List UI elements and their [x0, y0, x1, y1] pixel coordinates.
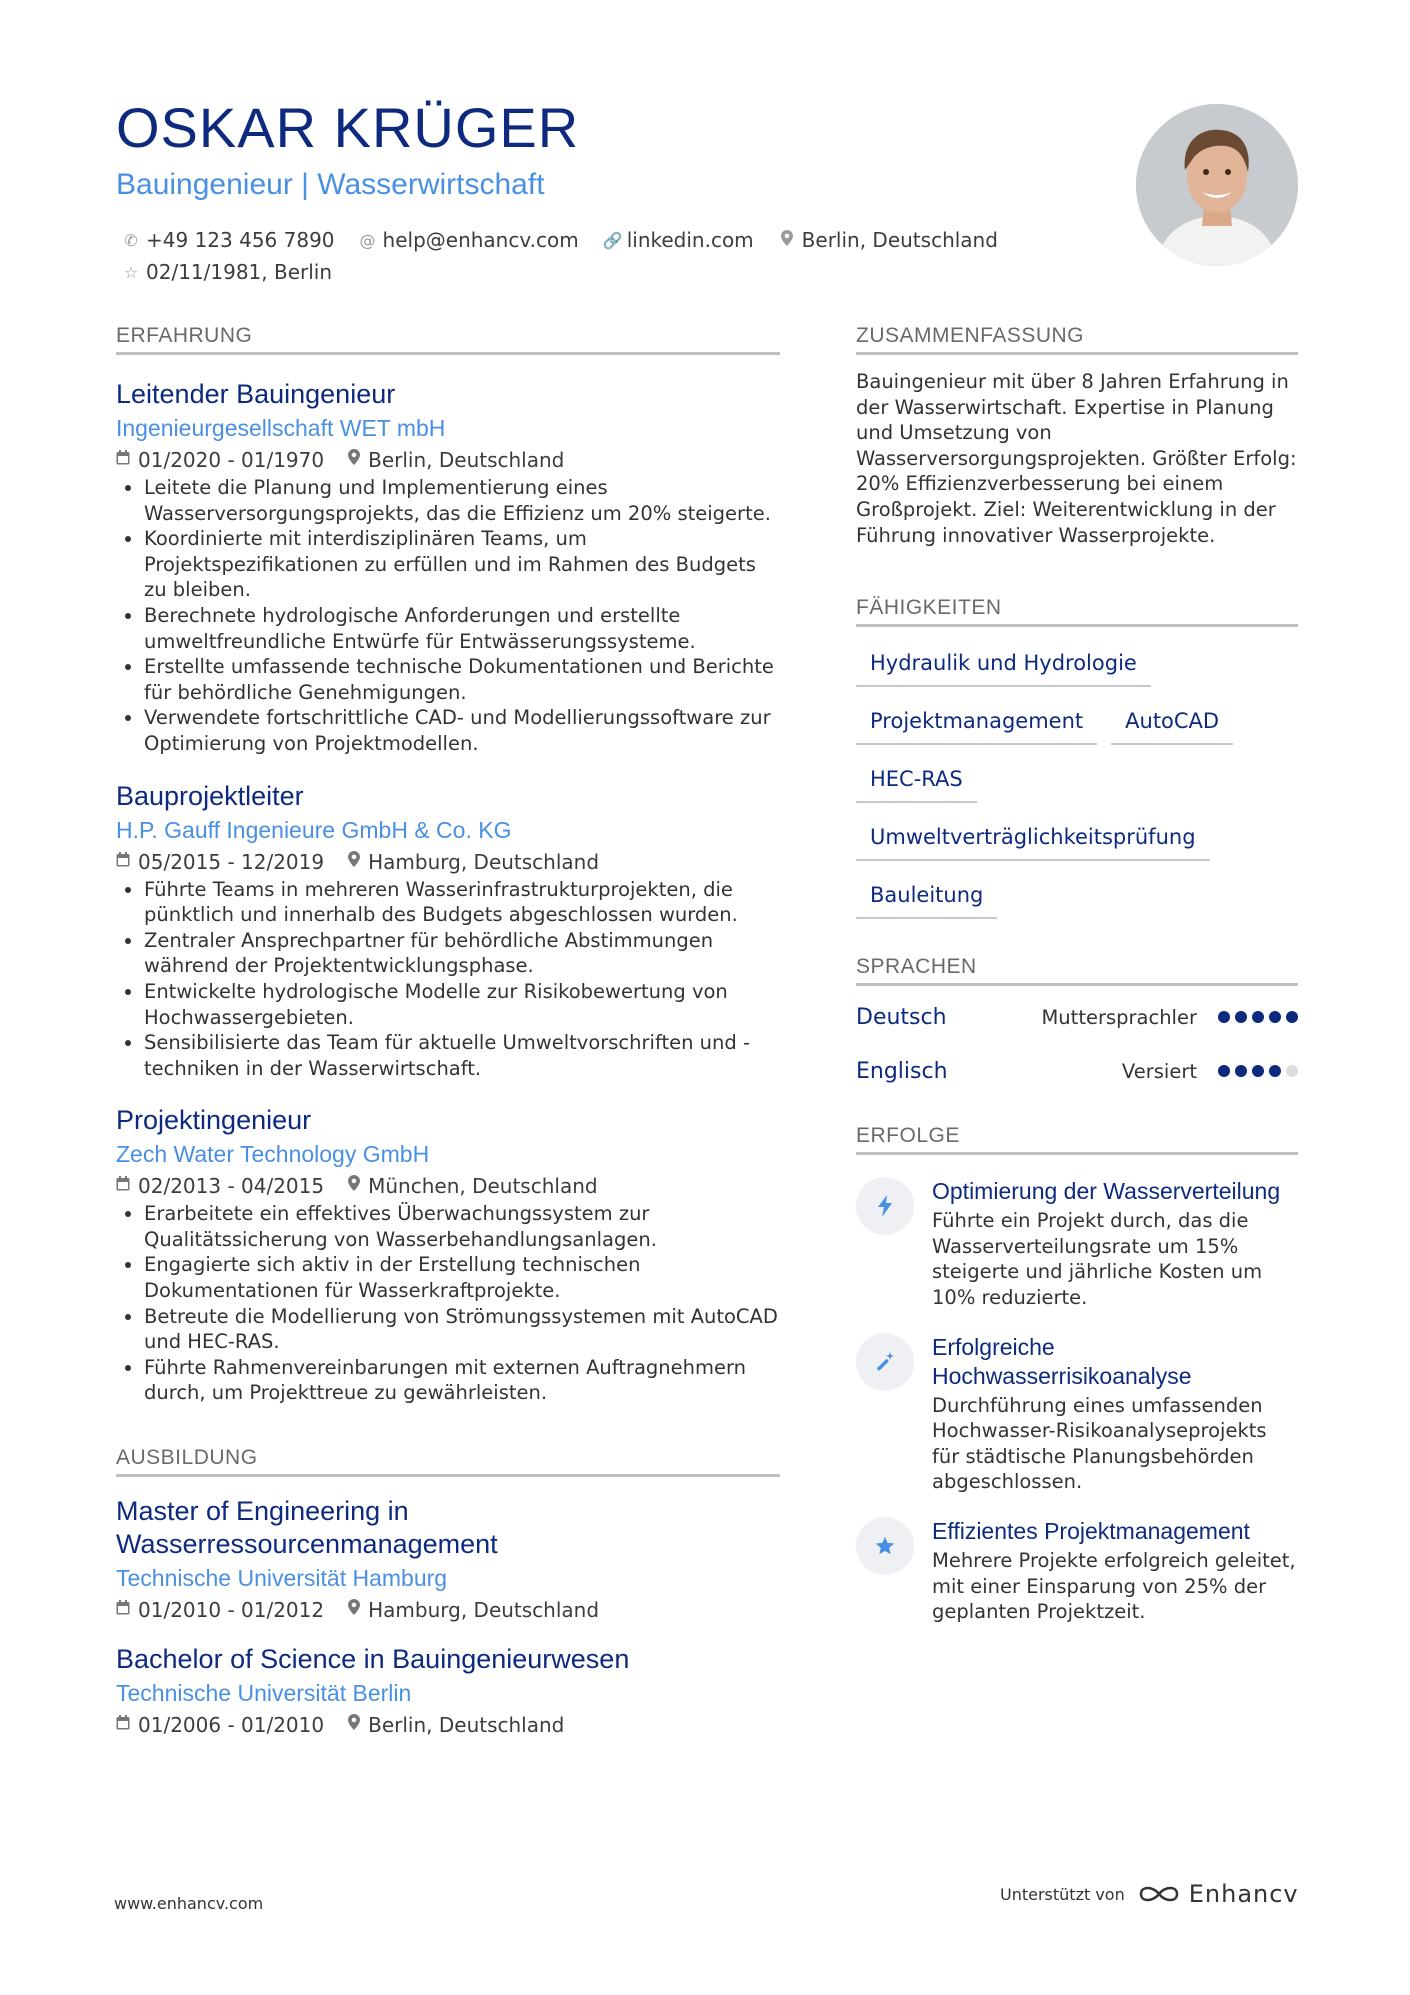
education-item	[116, 1643, 780, 1740]
link-icon: 🔗	[602, 230, 623, 250]
powered-by-text: Unterstützt von	[1000, 1884, 1125, 1904]
location-text: Berlin, Deutschland	[801, 228, 998, 252]
degree-title: Bachelor of Science in Bauingenieurwesen	[116, 1644, 630, 1675]
footer-branding	[1000, 1880, 1299, 1908]
left-column	[116, 324, 780, 1740]
rating-dot-empty	[1286, 1065, 1298, 1077]
education-heading: AUSBILDUNG	[116, 1446, 780, 1477]
education-meta	[116, 1595, 780, 1625]
at-icon: @	[359, 230, 376, 250]
job-bullets	[116, 475, 780, 757]
candidate-name: OSKAR KRÜGER	[116, 96, 580, 159]
bullet: • Führte Teams in mehreren Wasserinfrastrukturprojekten, die pünktlich und innerhalb des Budgets abgeschlossen wurden.	[144, 877, 780, 928]
job-title: Bauprojektleiter	[116, 780, 304, 811]
phone-contact	[122, 228, 335, 252]
company-name: Zech Water Technology GmbH	[116, 1141, 430, 1168]
candidate-headline: Bauingenieur | Wasserwirtschaft	[116, 168, 545, 201]
star-icon	[856, 1517, 914, 1575]
job-bullets	[116, 1201, 780, 1406]
bullet: • Verwendete fortschrittliche CAD- und Modellierungssoftware zur Optimierung von Projektmodellen.	[144, 705, 780, 756]
degree-title: Master of Engineering in Wasserressourcenmanagement	[116, 1496, 498, 1560]
skills-heading: FÄHIGKEITEN	[856, 596, 1298, 627]
phone-icon: ✆	[124, 230, 138, 250]
education-location: Berlin, Deutschland	[368, 1713, 565, 1738]
rating-dot-filled	[1252, 1011, 1264, 1023]
achievement-description: Mehrere Projekte erfolgreich geleitet, mit einer Einsparung von 25% der geplanten Projektzeit.	[932, 1548, 1296, 1624]
magic-wand-icon	[856, 1333, 914, 1391]
calendar-icon	[116, 847, 130, 877]
education-dates: 01/2006 - 01/2010	[138, 1713, 325, 1738]
achievement-item	[856, 1517, 1298, 1625]
bullet: • Führte Rahmenvereinbarungen mit externen Auftragnehmern durch, um Projekttreue zu gewährleisten.	[144, 1355, 780, 1406]
skill-tag: Hydraulik und Hydrologie	[856, 643, 1151, 687]
calendar-icon	[116, 1710, 130, 1740]
education-location: Hamburg, Deutschland	[368, 1598, 600, 1623]
star-outline-icon: ☆	[123, 262, 139, 282]
footer-website[interactable]: www.enhancv.com	[114, 1894, 264, 1913]
experience-item	[116, 1103, 780, 1406]
contact-info	[122, 224, 1022, 288]
bolt-icon	[856, 1177, 914, 1235]
bullet: • Zentraler Ansprechpartner für behördliche Abstimmungen während der Projektentwicklungsphase.	[144, 928, 780, 979]
language-rating	[1213, 1011, 1298, 1023]
profile-photo	[1136, 104, 1298, 266]
school-name: Technische Universität Hamburg	[116, 1565, 448, 1592]
location-pin-icon	[348, 1595, 360, 1625]
right-column	[856, 324, 1298, 1625]
location-pin-icon	[348, 445, 360, 475]
location-pin-icon	[348, 1710, 360, 1740]
skill-tag: Bauleitung	[856, 875, 997, 919]
experience-item	[116, 377, 780, 757]
achievement-title: Optimierung der Wasserverteilung	[932, 1178, 1281, 1205]
job-location: Hamburg, Deutschland	[368, 849, 600, 874]
language-rating	[1213, 1065, 1298, 1077]
languages-list	[856, 990, 1298, 1098]
bullet: • Sensibilisierte das Team für aktuelle Umweltvorschriften und -techniken in der Wasserwirtschaft.	[144, 1030, 780, 1081]
enhancv-logo-icon	[1137, 1882, 1181, 1906]
language-level: Versiert	[1121, 1059, 1197, 1083]
bullet: • Berechnete hydrologische Anforderungen und erstellte umweltfreundliche Entwürfe für Entwässerungssysteme.	[144, 603, 780, 654]
company-name: H.P. Gauff Ingenieure GmbH & Co. KG	[116, 816, 512, 843]
job-dates: 01/2020 - 01/1970	[138, 448, 325, 472]
job-location: München, Deutschland	[368, 1174, 598, 1199]
location-contact	[778, 228, 998, 252]
bullet: • Erarbeitete ein effektives Überwachungssystem zur Qualitätssicherung von Wasserbehandlungsanlagen.	[144, 1201, 780, 1252]
calendar-icon	[116, 1171, 130, 1201]
skill-tag: AutoCAD	[1111, 701, 1233, 745]
rating-dot-filled	[1235, 1011, 1247, 1023]
job-dates: 02/2013 - 04/2015	[138, 1174, 325, 1199]
bullet: • Entwickelte hydrologische Modelle zur Risikobewertung von Hochwassergebieten.	[144, 979, 780, 1030]
birth-contact	[122, 260, 332, 284]
achievement-description: Führte ein Projekt durch, das die Wasserverteilungsrate um 15% steigerte und jährliche Kosten um 10% reduzierte.	[932, 1209, 1263, 1309]
bullet: • Erstellte umfassende technische Dokumentationen und Berichte für behördliche Genehmigungen.	[144, 654, 780, 705]
achievement-title: Erfolgreiche Hochwasserrisikoanalyse	[932, 1333, 1192, 1389]
language-name: Deutsch	[856, 1004, 947, 1030]
bullet: • Engagierte sich aktiv in der Erstellung technischen Dokumentationen für Wasserkraftprojekte.	[144, 1252, 780, 1303]
rating-dot-filled	[1235, 1065, 1247, 1077]
job-title: Leitender Bauingenieur	[116, 379, 396, 409]
education-meta	[116, 1710, 780, 1740]
language-name: Englisch	[856, 1058, 948, 1084]
email-contact[interactable]	[359, 228, 579, 252]
achievement-title: Effizientes Projektmanagement	[932, 1517, 1250, 1544]
calendar-icon	[116, 1595, 130, 1625]
phone-text: +49 123 456 7890	[146, 228, 335, 252]
bullet: • Koordinierte mit interdisziplinären Teams, um Projektspezifikationen zu erfüllen und im Rahmen des Budgets zu bleiben.	[144, 526, 780, 603]
language-level: Muttersprachler	[1041, 1005, 1197, 1029]
achievement-description: Durchführung eines umfassenden Hochwasser-Risikoanalyseprojekts für städtische Planungsbehörden abgeschlossen.	[932, 1393, 1267, 1494]
job-meta	[116, 1171, 780, 1201]
bullet: • Betreute die Modellierung von Strömungssystemen mit AutoCAD und HEC-RAS.	[144, 1304, 780, 1355]
job-meta	[116, 445, 780, 475]
summary-text: Bauingenieur mit über 8 Jahren Erfahrung in der Wasserwirtschaft. Expertise in Planung und Umsetzung von Wasserversorgungsprojekten. Größter Erfolg: 20% Effizienzverbesserung bei einem Großprojekt. Ziel: Weiterentwicklung in der Führung innovativer Wasserprojekte.	[856, 370, 1297, 547]
summary-heading: ZUSAMMENFASSUNG	[856, 324, 1298, 355]
email-text[interactable]: help@enhancv.com	[382, 228, 579, 252]
skill-tag: Umweltverträglichkeitsprüfung	[856, 817, 1210, 861]
achievement-item	[856, 1177, 1298, 1310]
rating-dot-filled	[1252, 1065, 1264, 1077]
rating-dot-filled	[1218, 1011, 1230, 1023]
job-meta	[116, 847, 780, 877]
education-item	[116, 1495, 780, 1625]
linkedin-contact[interactable]	[603, 228, 754, 252]
company-name: Ingenieurgesellschaft WET mbH	[116, 415, 446, 441]
school-name: Technische Universität Berlin	[116, 1680, 412, 1707]
achievement-item	[856, 1333, 1298, 1495]
location-pin-icon	[348, 1171, 360, 1201]
birth-text: 02/11/1981, Berlin	[146, 260, 333, 284]
brand-name: Enhancv	[1188, 1880, 1299, 1908]
rating-dot-filled	[1269, 1011, 1281, 1023]
rating-dot-filled	[1218, 1065, 1230, 1077]
calendar-icon	[116, 445, 130, 475]
skill-tag: HEC-RAS	[856, 759, 977, 803]
experience-heading: ERFAHRUNG	[116, 324, 780, 355]
job-dates: 05/2015 - 12/2019	[138, 849, 325, 874]
experience-item	[116, 779, 780, 1082]
job-title: Projektingenieur	[116, 1105, 312, 1136]
linkedin-text[interactable]: linkedin.com	[626, 228, 754, 252]
skill-tag: Projektmanagement	[856, 701, 1097, 745]
skills-list	[856, 643, 1298, 919]
job-bullets	[116, 877, 780, 1082]
job-location: Berlin, Deutschland	[368, 448, 565, 472]
rating-dot-filled	[1286, 1011, 1298, 1023]
achievements-heading: ERFOLGE	[856, 1124, 1298, 1155]
rating-dot-filled	[1269, 1065, 1281, 1077]
languages-heading: SPRACHEN	[856, 955, 1298, 986]
education-dates: 01/2010 - 01/2012	[138, 1598, 325, 1623]
bullet: • Leitete die Planung und Implementierung eines Wasserversorgungsprojekts, das die Effizienz um 20% steigerte.	[144, 475, 780, 526]
location-pin-icon	[778, 230, 796, 250]
language-item	[856, 990, 1298, 1044]
language-item	[856, 1044, 1298, 1098]
location-pin-icon	[348, 847, 360, 877]
